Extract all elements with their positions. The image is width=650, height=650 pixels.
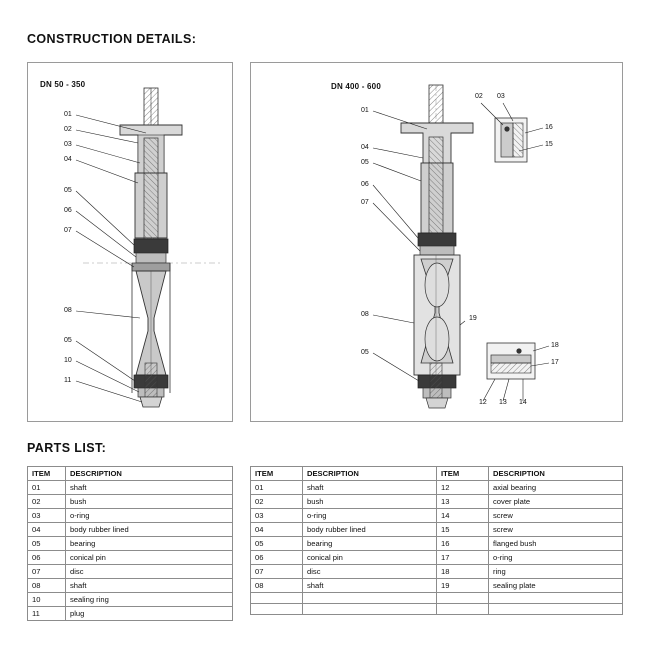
cell-item-2: 15: [437, 523, 489, 537]
callout-right-14: 14: [519, 399, 527, 406]
table-row: [28, 523, 233, 537]
cell-description: bearing: [66, 537, 233, 551]
cell-description-2: sealing plate: [489, 579, 623, 593]
table-row: [28, 509, 233, 523]
cell-item-1: 08: [251, 579, 303, 593]
cell-description: shaft: [66, 579, 233, 593]
cell-description-1: disc: [303, 565, 437, 579]
cell-item: 10: [28, 593, 66, 607]
cell-item: 04: [28, 523, 66, 537]
table-row: [251, 537, 623, 551]
callout-right-13: 13: [499, 399, 507, 406]
callout-right-06: 06: [361, 181, 369, 188]
callout-right-17: 17: [551, 359, 559, 366]
callout-left-11: 11: [64, 377, 72, 384]
cell-description-2: ring: [489, 565, 623, 579]
cell-description-2: screw: [489, 523, 623, 537]
table-row: [251, 495, 623, 509]
cell-description-1: shaft: [303, 481, 437, 495]
header-description: DESCRIPTION: [66, 467, 233, 481]
table-row: [28, 593, 233, 607]
cell-item-1: 06: [251, 551, 303, 565]
table-row: [251, 551, 623, 565]
table-row: [251, 579, 623, 593]
cell-item: 01: [28, 481, 66, 495]
cell-description: conical pin: [66, 551, 233, 565]
callout-right-19: 19: [469, 315, 477, 322]
callout-right-01: 01: [361, 107, 369, 114]
cell-item-1: [251, 604, 303, 615]
valve-section-drawing-large: [251, 63, 622, 421]
cell-description: sealing ring: [66, 593, 233, 607]
callout-right-15: 15: [545, 141, 553, 148]
cell-description: body rubber lined: [66, 523, 233, 537]
cell-description-2: [489, 604, 623, 615]
cell-item-1: 02: [251, 495, 303, 509]
cell-item-2: 14: [437, 509, 489, 523]
cell-item-2: [437, 593, 489, 604]
callout-right-16: 16: [545, 124, 553, 131]
cell-item-2: 18: [437, 565, 489, 579]
callout-right-05a: 05: [361, 159, 369, 166]
cell-item-2: 17: [437, 551, 489, 565]
header-item-2: ITEM: [437, 467, 489, 481]
construction-details-heading: CONSTRUCTION DETAILS:: [27, 32, 197, 46]
cell-description-1: conical pin: [303, 551, 437, 565]
cell-item: 11: [28, 607, 66, 621]
cell-item: 06: [28, 551, 66, 565]
parts-table-right: [250, 466, 623, 615]
parts-list-heading: PARTS LIST:: [27, 441, 107, 455]
table-row: [28, 537, 233, 551]
cell-item-1: 01: [251, 481, 303, 495]
table-row: [28, 481, 233, 495]
cell-description-2: [489, 593, 623, 604]
callout-right-18: 18: [551, 342, 559, 349]
table-row: [28, 565, 233, 579]
callout-left-04: 04: [64, 156, 72, 163]
table-row: [251, 565, 623, 579]
header-description-1: DESCRIPTION: [303, 467, 437, 481]
cell-description-2: screw: [489, 509, 623, 523]
cell-description-1: [303, 604, 437, 615]
callout-right-12: 12: [479, 399, 487, 406]
drawing-panel-dn50-350: [27, 62, 233, 422]
header-item-1: ITEM: [251, 467, 303, 481]
cell-item: 05: [28, 537, 66, 551]
cell-description: bush: [66, 495, 233, 509]
cell-description-1: body rubber lined: [303, 523, 437, 537]
cell-item-1: [251, 593, 303, 604]
cell-item-1: 03: [251, 509, 303, 523]
callout-right-05b: 05: [361, 349, 369, 356]
callout-left-01: 01: [64, 111, 72, 118]
cell-description-1: o-ring: [303, 509, 437, 523]
cell-description-1: shaft: [303, 579, 437, 593]
cell-item-2: 13: [437, 495, 489, 509]
callout-right-07: 07: [361, 199, 369, 206]
panel-label-left: DN 50 - 350: [40, 80, 86, 89]
panel-label-right: DN 400 - 600: [331, 82, 381, 91]
cell-description: shaft: [66, 481, 233, 495]
table-row: [28, 495, 233, 509]
cell-item-1: 05: [251, 537, 303, 551]
table-row: [251, 523, 623, 537]
header-description-2: DESCRIPTION: [489, 467, 623, 481]
callout-left-05b: 05: [64, 337, 72, 344]
cell-item-1: 04: [251, 523, 303, 537]
callout-right-08: 08: [361, 311, 369, 318]
cell-item-2: 12: [437, 481, 489, 495]
cell-item-2: [437, 604, 489, 615]
callout-right-04: 04: [361, 144, 369, 151]
callout-left-07: 07: [64, 227, 72, 234]
cell-description-2: o-ring: [489, 551, 623, 565]
callout-left-02: 02: [64, 126, 72, 133]
cell-item: 08: [28, 579, 66, 593]
table-row: [251, 481, 623, 495]
callout-left-08: 08: [64, 307, 72, 314]
header-item: ITEM: [28, 467, 66, 481]
cell-description-1: bush: [303, 495, 437, 509]
table-header-row: [28, 467, 233, 481]
cell-description: disc: [66, 565, 233, 579]
callout-right-03: 03: [497, 93, 505, 100]
cell-item: 07: [28, 565, 66, 579]
callout-left-03: 03: [64, 141, 72, 148]
cell-item-2: 19: [437, 579, 489, 593]
callout-left-10: 10: [64, 357, 72, 364]
table-row: [28, 551, 233, 565]
cell-description-2: cover plate: [489, 495, 623, 509]
cell-item-1: 07: [251, 565, 303, 579]
parts-table-left: [27, 466, 233, 621]
table-header-row: [251, 467, 623, 481]
cell-description: o-ring: [66, 509, 233, 523]
callout-right-02: 02: [475, 93, 483, 100]
valve-section-drawing-small: [28, 63, 232, 421]
table-row: [28, 579, 233, 593]
callout-left-06: 06: [64, 207, 72, 214]
cell-item: 02: [28, 495, 66, 509]
callout-left-05a: 05: [64, 187, 72, 194]
cell-description: plug: [66, 607, 233, 621]
cell-description-1: [303, 593, 437, 604]
drawing-panel-dn400-600: [250, 62, 623, 422]
table-row: [28, 607, 233, 621]
cell-item-2: 16: [437, 537, 489, 551]
cell-item: 03: [28, 509, 66, 523]
table-row: [251, 509, 623, 523]
table-row: [251, 593, 623, 604]
cell-description-1: bearing: [303, 537, 437, 551]
cell-description-2: axial bearing: [489, 481, 623, 495]
cell-description-2: flanged bush: [489, 537, 623, 551]
table-row: [251, 604, 623, 615]
